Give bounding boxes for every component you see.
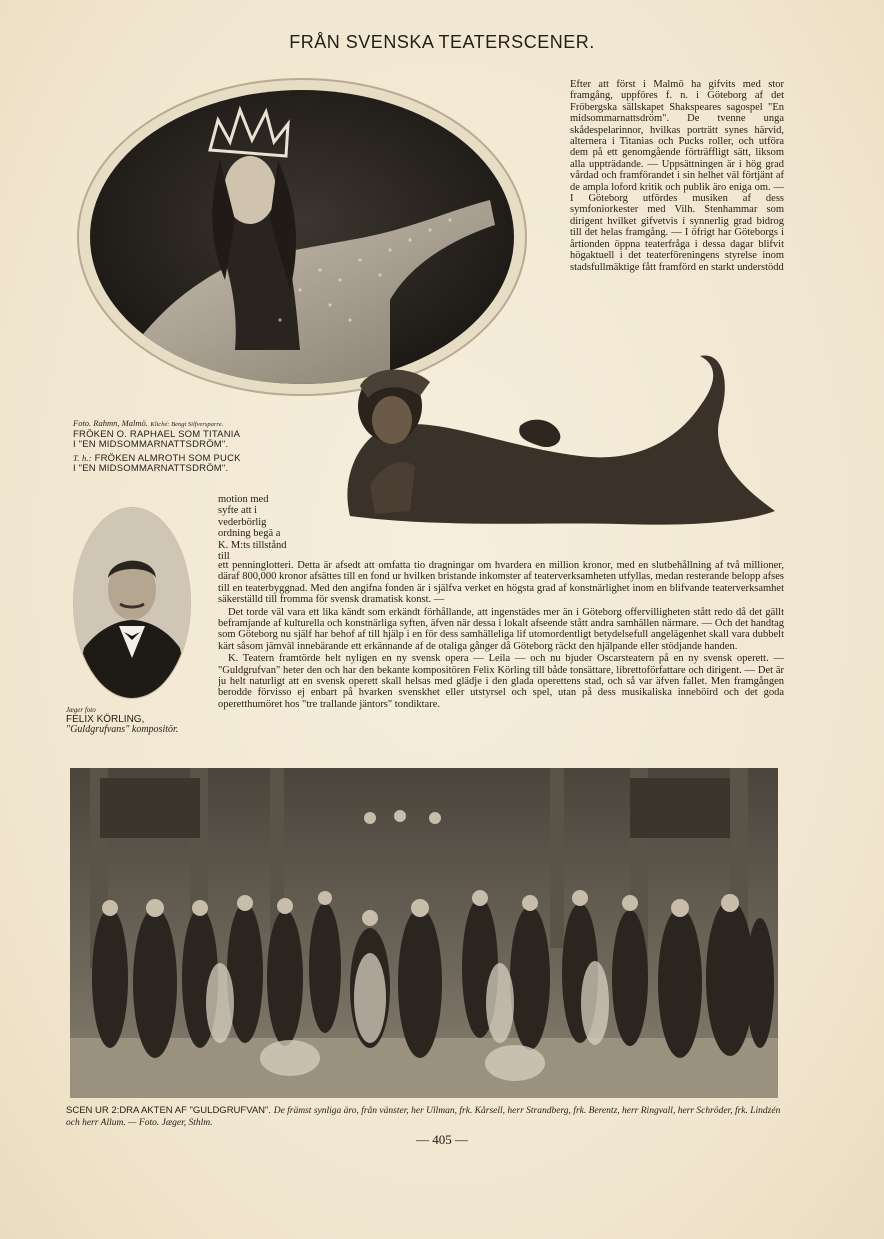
caption-line: I "EN MIDSOMMARNATTSDRÖM". (73, 463, 229, 474)
guldgrufvan-scene-photo (70, 768, 778, 1098)
body-main-text (218, 560, 784, 750)
page-number: — 405 — (416, 1132, 468, 1147)
photo-credit: Jæger foto (66, 706, 96, 714)
paragraph: K. Teatern framtörde helt nyligen en ny svensk opera — Leila — och nu bjuder Oscarsteatern på en ny svensk operett. — "Guldgrufvan" heter den och har den bekante kompositören Felix Körling till både tonsättare, librettoförfattare och dirigent. — Det är ju helt naturligt att en svensk operett skall helsas med glädje i den glada operettens stad, och så var äfven fallet. Men framgången berodde förvisso ej enbart på hvarken svenskhet eller utstyrsel och spel, utan på dess musikaliska inneböird och det goda operetthumöret hos "tre trallande jäntors" tondiktare. (218, 653, 784, 710)
scene-caption-desc: De främst synliga äro, från vänster, her Ullman, frk. Kårsell, herr Strandberg, frk. Berentz, herr Ringvall, herr Schröder, frk. Lindzén och herr Allum. — Foto. Jæger, Sthlm. (66, 1106, 781, 1128)
korling-portrait (74, 508, 190, 698)
caption-line: FRÖKEN O. RAPHAEL SOM TITANIA (73, 429, 241, 440)
titania-photo (90, 90, 514, 384)
caption-line: FRÖKEN ALMROTH SOM PUCK (94, 453, 241, 464)
caption-line: I "EN MIDSOMMARNATTSDRÖM". (73, 439, 229, 450)
body-narrow-text: motion med syfte att i vederbörlig ordning begä a K. M:ts tillstånd till (218, 494, 287, 563)
caption-prefix: T. h.: (73, 453, 92, 463)
scene-caption-label: SCEN UR 2:DRA AKTEN AF "GULDGRUFVAN". (66, 1105, 272, 1116)
intro-text: Efter att först i Malmö ha gifvits med stor framgång, uppföres f. n. i Göteborg af det Fröbergska sällskapet Shakspeares sagospel "En midsommarnattsdröm". De tvenne unga skådespelarinnor, hvilkas porträtt synes härvid, alternera i Titanias och Pucks roller, och utföra dem på ett genomgående förträffligt sätt, liksom alla uppträdande. — Uppsättningen är i hög grad vårdad och framförandet i sin helhet väl förtjänt af de ampla loford kritik och publik äro eniga om. — I Göteborg utfördes musiken af dess symfoniorkester med Vilh. Stenhammar som dirigent hvilket gifvetvis i synnerlig grad bidrog till det helas framgång. — I öfrigt har Göteborgs i årtionden öppna teaterfråga i dessa dagar blifvit högaktuell i det teaterföreningens styrelse inom stadsfullmäktige fått framförd en starkt understödd (570, 79, 784, 273)
paragraph: Det torde väl vara ett lika kändt som erkändt förhållande, att ingenstädes mer än i Göteborg offervilligheten stått redo då det gällt beframjande af kulturella och konstnärliga syften, äfven när dessa i lokalt afseende stått andra samhällen närmare. — Och det handtag som Göteborg nu själf har behof af till hjälp i en för dess samhälleliga lif utomordentligt betydelsefull angelägenhet skall vara dubbelt kärt såsom jämväl innebärande ett erkännande af de otaliga gånger då Göteborg räckt den hjälpande eller stödjande handen. (218, 606, 784, 652)
caption-name: FELIX KÖRLING, (66, 714, 145, 725)
puck-photo (320, 346, 790, 536)
titania-puck-caption (73, 418, 293, 474)
scene-caption (66, 1105, 786, 1129)
cliche-credit: Kliché: Bengt Silfversparre. (150, 421, 224, 428)
paragraph: ett penninglotteri. Detta är afsedt att omfatta tio dragningar om hvardera en million kronor, med en slutbehållning af två millioner, däraf 800,000 kronor afsättes till en fond ur hvilken bristande inkomster af teaterverksamheten utfyllas, medan resterande belopp afses till en teaterbyggnad. Med den angifna fonden är i själfva verket en högsta grad af konstnärlighet inom en blifvande teaterverksamhet säkerställd till fromma för svensk dramatisk konst. — (218, 560, 784, 606)
korling-caption (66, 705, 206, 735)
page-title: FRÅN SVENSKA TEATERSCENER. (289, 32, 595, 52)
caption-role: "Guldgrufvans" kompositör. (66, 724, 179, 735)
photo-credit: Foto. Rahmn, Malmö. (73, 418, 148, 428)
